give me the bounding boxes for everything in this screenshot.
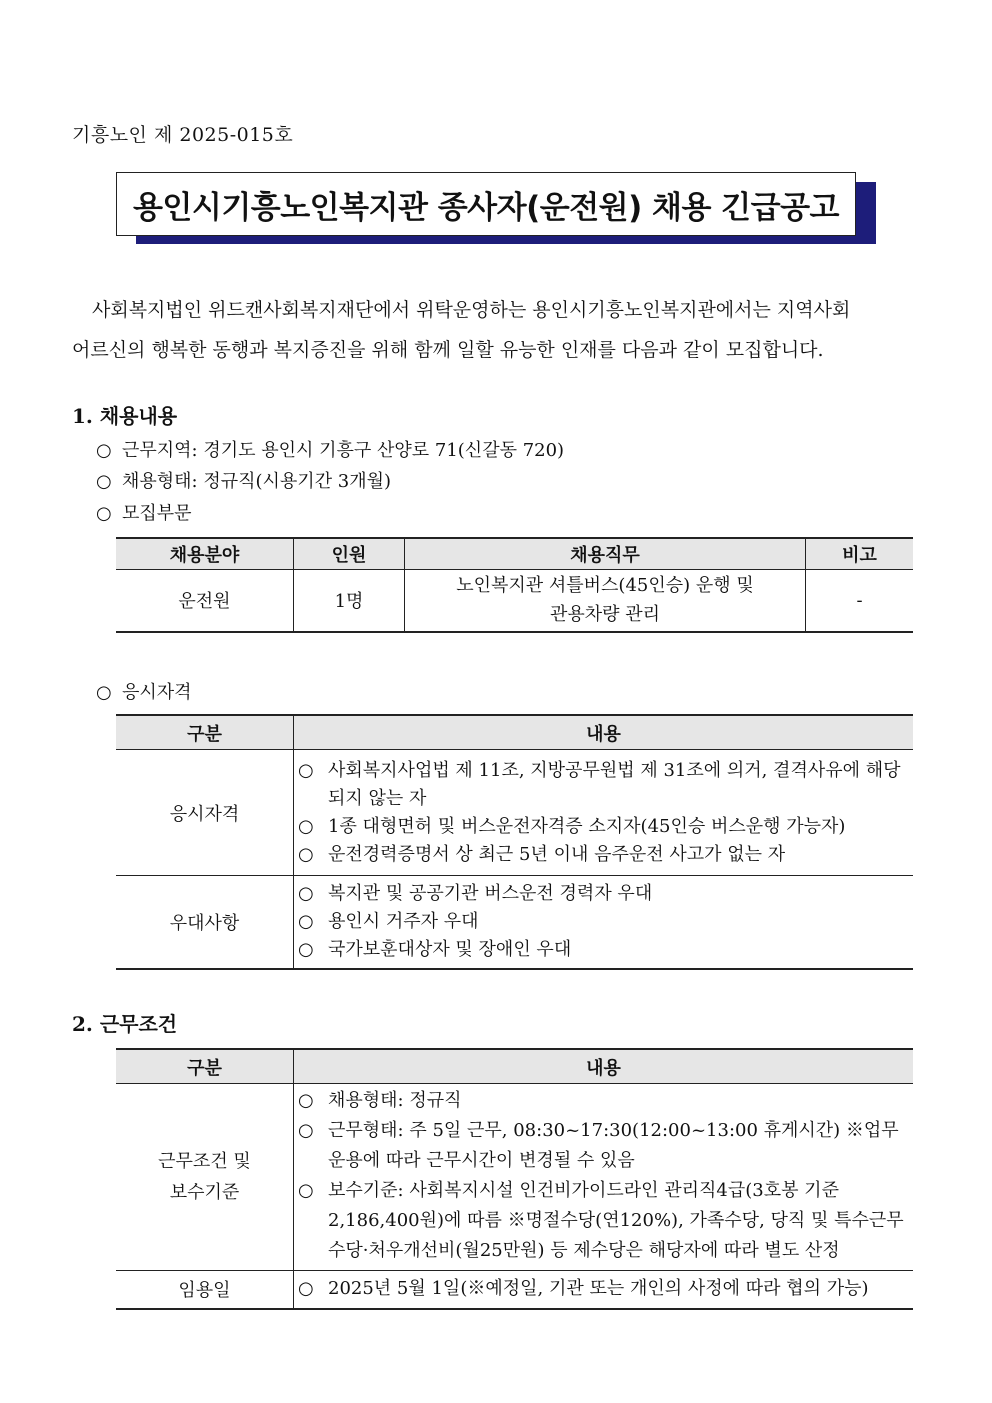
intro-paragraph [72,290,922,370]
duty-line-1: 노인복지관 셔틀버스(45인승) 운행 및 [456,575,754,597]
intro-line-1: 사회복지법인 위드캔사회복지재단에서 위탁운영하는 용인시기흥노인복지관에서는 지역사회 [92,299,851,321]
cell-duty [405,570,806,632]
item-mark: ○ [298,1090,314,1111]
table-row [116,1084,913,1271]
item-mark: ○ [298,911,314,932]
item-text: 운전경력증명서 상 최근 5년 이내 음주운전 사고가 없는 자 [328,843,786,865]
document-number: 기흥노인 제 2025-015호 [72,124,294,146]
bullet-text: 채용형태: 정규직(시용기간 3개월) [122,471,392,492]
table-header-row [116,538,913,570]
item-mark: ○ [298,1278,314,1300]
item-text: 국가보훈대상자 및 장애인 우대 [328,939,572,960]
cell-count: 1명 [294,570,405,632]
item-mark: ○ [298,939,314,960]
header-note: 비고 [806,538,914,570]
cell-field: 운전원 [116,570,294,632]
list-item [298,936,909,964]
page-title: 용인시기흥노인복지관 종사자(운전원) 채용 긴급공고 [132,189,840,226]
list-item [298,1275,909,1303]
bullet-text: 근무지역: 경기도 용인시 기흥구 산양로 71(신갈동 720) [122,440,565,461]
item-text: 보수기준: 사회복지시설 인건비가이드라인 관리직4급(3호봉 기준 2,186,400원)에 따름 ※명절수당(연120%), 가족수당, 당직 및 특수근무수당·처우개선비(월25만원) 등 제수당은 해당자에 따라 별도 산정 [328,1180,904,1261]
title-box [116,172,856,236]
item-text: 용인시 거주자 우대 [328,911,479,932]
bullet-recruit-field [96,499,192,525]
list-item [298,1116,909,1176]
item-text: 1종 대형면허 및 버스운전자격증 소지자(45인승 버스운행 가능자) [328,815,846,837]
item-mark: ○ [298,1120,314,1141]
bullet-text: 모집부문 [122,503,192,524]
row-content-start-date [294,1271,914,1309]
list-item [298,757,909,813]
bullet-mark: ○ [96,503,112,524]
table-row [116,750,913,876]
table-row [116,876,913,970]
duty-line-2: 관용차량 관리 [549,604,661,626]
item-mark: ○ [298,843,314,865]
table-row [116,1271,913,1309]
item-text: 채용형태: 정규직 [328,1090,462,1111]
item-text: 사회복지사업법 제 11조, 지방공무원법 제 31조에 의거, 결격사유에 해당되지 않는 자 [328,759,901,809]
item-text: 2025년 5월 1일(※예정일, 기관 또는 개인의 사정에 따라 협의 가능) [328,1278,869,1300]
header-category: 구분 [116,1049,294,1084]
row-label-start-date: 임용일 [116,1271,294,1309]
row-label-qualification: 응시자격 [116,750,294,876]
header-duty: 채용직무 [405,538,806,570]
bullet-text: 응시자격 [122,682,192,703]
list-item [298,1176,909,1266]
list-item [298,908,909,936]
list-item [298,841,909,869]
header-category: 구분 [116,715,294,750]
row-content-conditions [294,1084,914,1271]
work-conditions-table [116,1048,913,1310]
row-label-conditions [116,1084,294,1271]
header-field: 채용분야 [116,538,294,570]
table-row [116,570,913,632]
item-text: 복지관 및 공공기관 버스운전 경력자 우대 [328,883,653,904]
list-item [298,1086,909,1116]
row-content-qualification [294,750,914,876]
item-mark: ○ [298,883,314,904]
bullet-work-location [96,436,564,462]
item-text: 근무형태: 주 5일 근무, 08:30~17:30(12:00~13:00 휴게시간) ※업무 운용에 따라 근무시간이 변경될 수 있음 [328,1120,899,1171]
header-content: 내용 [294,715,914,750]
bullet-employment-type [96,467,391,493]
bullet-mark: ○ [96,440,112,461]
section-1-heading: 1. 채용내용 [72,404,178,428]
header-count: 인원 [294,538,405,570]
qualification-table [116,714,913,970]
label-line-2: 보수기준 [169,1182,240,1203]
label-line-1: 근무조건 및 [158,1151,251,1172]
item-mark: ○ [298,759,314,781]
row-content-preference [294,876,914,970]
bullet-qualification [96,678,192,704]
bullet-mark: ○ [96,682,112,703]
cell-note: - [806,570,914,632]
list-item [298,880,909,908]
header-content: 내용 [294,1049,914,1084]
row-label-preference: 우대사항 [116,876,294,970]
table-header-row [116,1049,913,1084]
section-2-heading: 2. 근무조건 [72,1012,178,1036]
item-mark: ○ [298,815,314,837]
title-banner [116,172,856,236]
table-header-row [116,715,913,750]
intro-line-2: 어르신의 행복한 동행과 복지증진을 위해 함께 일할 유능한 인재를 다음과 같이 모집합니다. [72,339,824,361]
item-mark: ○ [298,1180,314,1201]
recruit-table [116,537,913,633]
bullet-mark: ○ [96,471,112,492]
list-item [298,813,909,841]
